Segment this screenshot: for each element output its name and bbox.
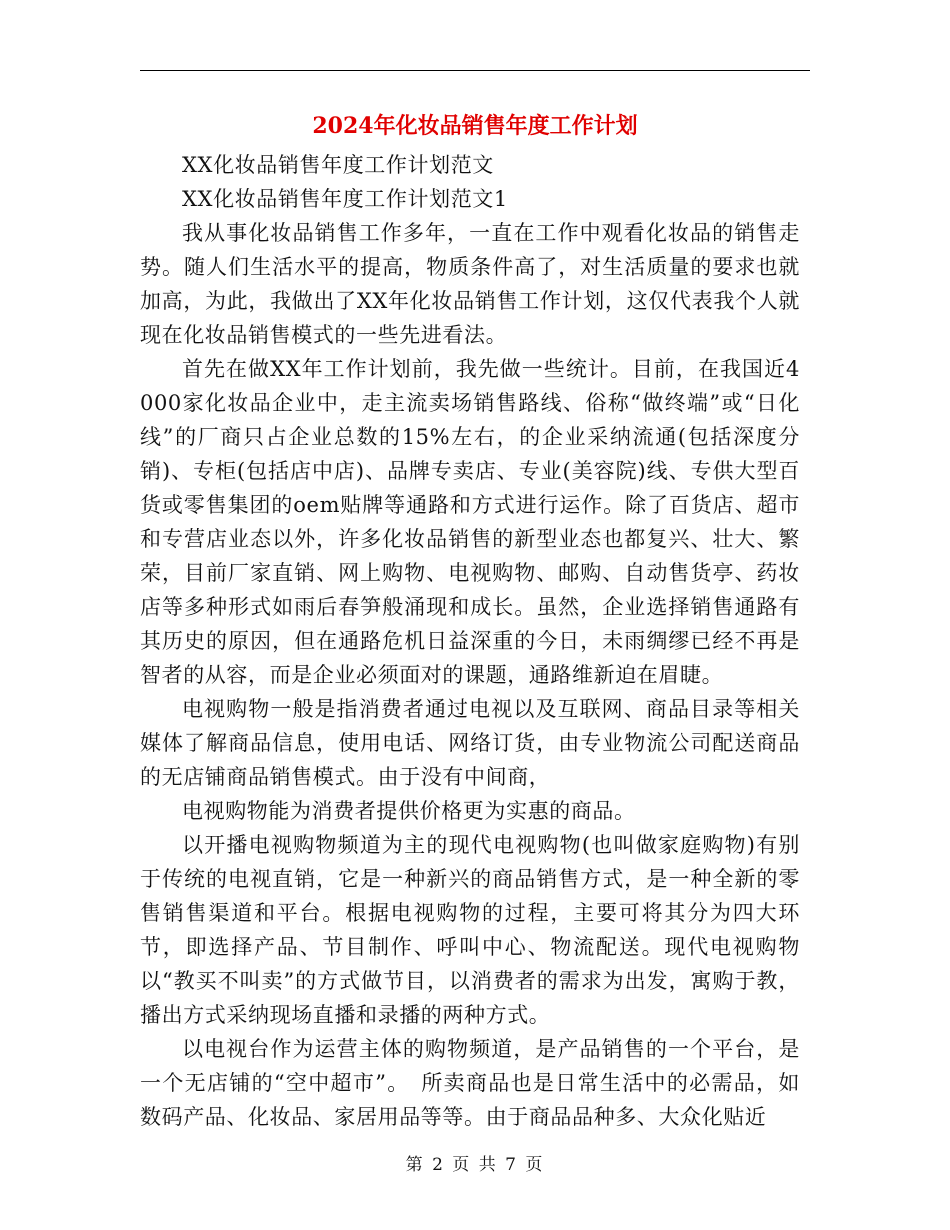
document-body [140,148,800,1134]
paragraph-3: 我从事化妆品销售工作多年，一直在工作中观看化妆品的销售走势。随人们生活水平的提高，物质条件高了，对生活质量的要求也就加高，为此，我做出了XX年化妆品销售工作计划，这仅代表我个人就现在化妆品销售模式的一些先进看法。 [140,221,800,347]
paragraph-5: 电视购物一般是指消费者通过电视以及互联网、商品目录等相关媒体了解商品信息，使用电话、网络订货，由专业物流公司配送商品的无店铺商品销售模式。由于没有中间商， [140,697,800,789]
paragraph-2: XX化妆品销售年度工作计划范文1 [182,187,508,211]
paragraph-4: 首先在做XX年工作计划前，我先做一些统计。目前，在我国近4000家化妆品企业中，走主流卖场销售路线、俗称“做终端”或“日化线”的厂商只占企业总数的15%左右，的企业采纳流通(包括深度分销)、专柜(包括店中店)、品牌专卖店、专业(美容院)线、专供大型百货或零售集团的oem贴牌等通路和方式进行运作。除了百货店、超市和专营店业态以外，许多化妆品销售的新型业态也都复兴、壮大、繁荣，目前厂家直销、网上购物、电视购物、邮购、自动售货亭、药妆店等多种形式如雨后春笋般涌现和成长。虽然，企业选择销售通路有其历史的原因，但在通路危机日益深重的今日，未雨绸缪已经不再是智者的从容，而是企业必须面对的课题，通路维新迫在眉睫。 [140,357,800,687]
paragraph-6: 电视购物能为消费者提供价格更为实惠的商品。 [182,799,636,823]
document-title: 2024年化妆品销售年度工作计划 [312,113,638,139]
header-rule [140,70,810,71]
paragraph-7: 以开播电视购物频道为主的现代电视购物(也叫做家庭购物)有别于传统的电视直销，它是一种新兴的商品销售方式，是一种全新的零售销售渠道和平台。根据电视购物的过程，主要可将其分为四大环节，即选择产品、节目制作、呼叫中心、物流配送。现代电视购物以“教买不叫卖”的方式做节目，以消费者的需求为出发，寓购于教，播出方式采纳现场直播和录播的两种方式。 [140,833,800,1027]
page-number: 第 2 页 共 7 页 [405,1155,545,1175]
paragraph-1: XX化妆品销售年度工作计划范文 [182,153,494,177]
paragraph-8: 以电视台作为运营主体的购物频道，是产品销售的一个平台，是一个无店铺的“空中超市”。 所卖商品也是日常生活中的必需品，如数码产品、化妆品、家居用品等等。由于商品品种多、大众化贴近 [140,1037,800,1129]
